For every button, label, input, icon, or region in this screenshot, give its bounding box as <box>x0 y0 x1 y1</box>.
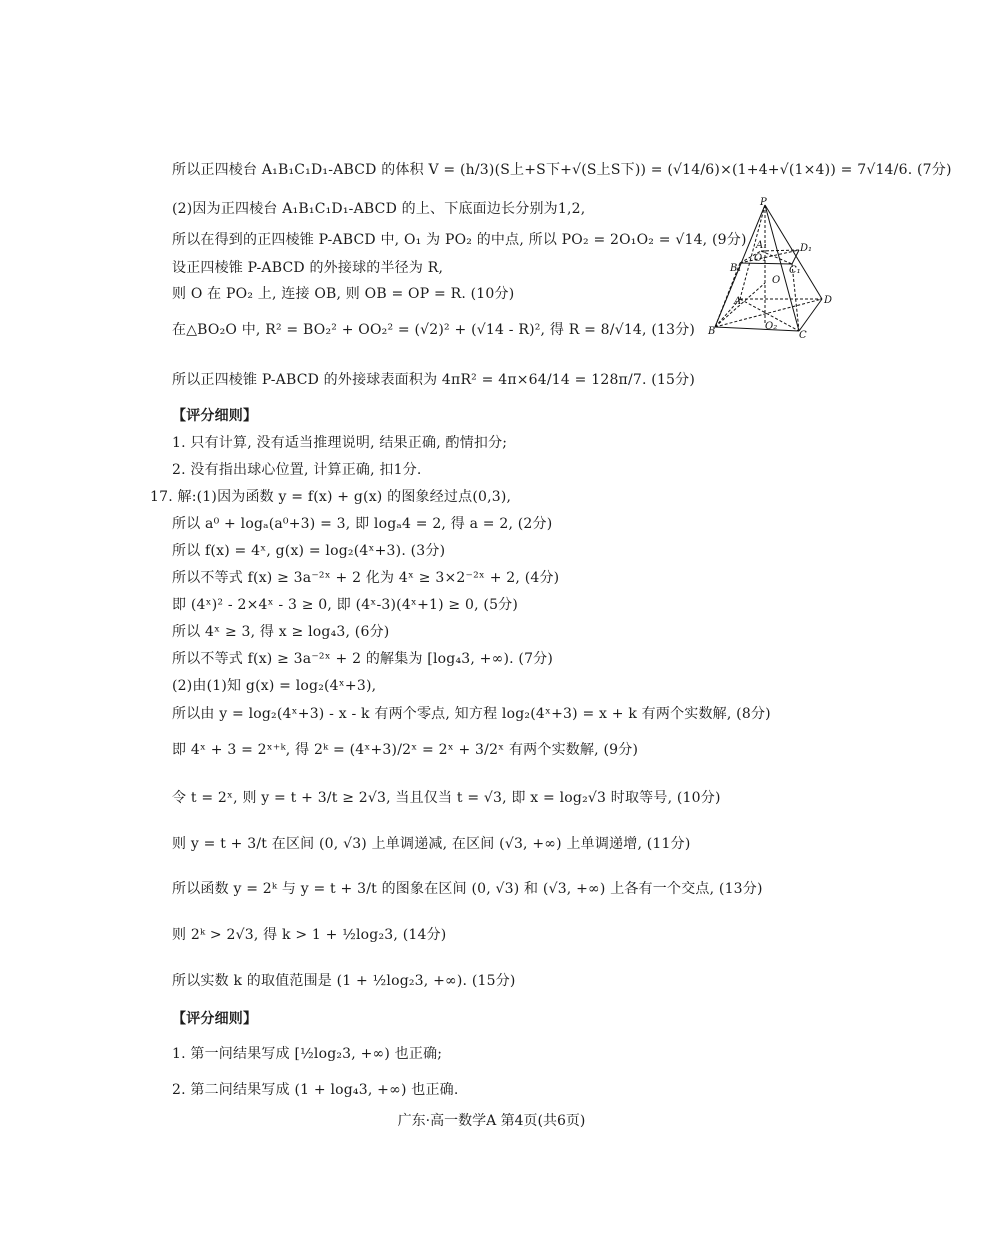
solution-line: (2)因为正四棱台 A₁B₁C₁D₁-ABCD 的上、下底面边长分别为1,2, <box>172 201 586 217</box>
vertex-label: D <box>824 295 833 306</box>
vertex-label: A <box>734 296 742 307</box>
rule-item: 2. 没有指出球心位置, 计算正确, 扣1分. <box>172 462 422 478</box>
vertex-label: O₂ <box>765 321 778 332</box>
solution-line: 所以 4ˣ ≥ 3, 得 x ≥ log₄3, (6分) <box>172 624 390 640</box>
page-footer: 广东·高一数学A 第4页(共6页) <box>397 1113 586 1129</box>
solution-line: 则 y = t + 3/t 在区间 (0, √3) 上单调递减, 在区间 (√3, +∞) 上单调递增, (11分) <box>172 836 691 852</box>
vertex-label: P <box>760 197 767 208</box>
pyramid-figure <box>700 195 850 345</box>
solution-line: 在△BO₂O 中, R² = BO₂² + OO₂² = (√2)² + (√14 - R)², 得 R = 8/√14, (13分) <box>172 322 696 338</box>
rule-item: 1. 第一问结果写成 [½log₂3, +∞) 也正确; <box>172 1046 443 1062</box>
solution-line: 所以不等式 f(x) ≥ 3a⁻²ˣ + 2 化为 4ˣ ≥ 3×2⁻²ˣ + 2, (4分) <box>172 570 560 586</box>
solution-line: 所以 a⁰ + logₐ(a⁰+3) = 3, 即 logₐ4 = 2, 得 a = 2, (2分) <box>172 516 553 532</box>
vertex-label: O₁ <box>754 253 767 264</box>
solution-line: 所以由 y = log₂(4ˣ+3) - x - k 有两个零点, 知方程 log₂(4ˣ+3) = x + k 有两个实数解, (8分) <box>172 706 771 722</box>
scoring-rules-heading: 【评分细则】 <box>172 408 258 424</box>
solution-line: 所以 f(x) = 4ˣ, g(x) = log₂(4ˣ+3). (3分) <box>172 543 446 559</box>
solution-line: 令 t = 2ˣ, 则 y = t + 3/t ≥ 2√3, 当且仅当 t = √3, 即 x = log₂√3 时取等号, (10分) <box>172 790 721 806</box>
vertex-label: B₁ <box>730 263 742 274</box>
solution-line: 即 4ˣ + 3 = 2ˣ⁺ᵏ, 得 2ᵏ = (4ˣ+3)/2ˣ = 2ˣ + 3/2ˣ 有两个实数解, (9分) <box>172 742 639 758</box>
solution-line: 则 2ᵏ > 2√3, 得 k > 1 + ½log₂3, (14分) <box>172 927 447 943</box>
solution-line: 则 O 在 PO₂ 上, 连接 OB, 则 OB = OP = R. (10分) <box>172 286 515 302</box>
vertex-label: D₁ <box>800 243 813 254</box>
vertex-label: C <box>799 330 807 341</box>
scoring-rules-heading: 【评分细则】 <box>172 1011 258 1027</box>
solution-line: 所以函数 y = 2ᵏ 与 y = t + 3/t 的图象在区间 (0, √3) 和 (√3, +∞) 上各有一个交点, (13分) <box>172 881 763 897</box>
solution-line: 即 (4ˣ)² - 2×4ˣ - 3 ≥ 0, 即 (4ˣ-3)(4ˣ+1) ≥ 0, (5分) <box>172 597 519 613</box>
solution-line: 所以在得到的正四棱锥 P-ABCD 中, O₁ 为 PO₂ 的中点, 所以 PO₂ = 2O₁O₂ = √14, (9分) <box>172 232 747 248</box>
solution-line: 设正四棱锥 P-ABCD 的外接球的半径为 R, <box>172 260 444 276</box>
solution-line: 所以不等式 f(x) ≥ 3a⁻²ˣ + 2 的解集为 [log₄3, +∞). (7分) <box>172 651 554 667</box>
rule-item: 2. 第二问结果写成 (1 + log₄3, +∞) 也正确. <box>172 1082 459 1098</box>
vertex-label: B <box>708 326 716 337</box>
rule-item: 1. 只有计算, 没有适当推理说明, 结果正确, 酌情扣分; <box>172 435 508 451</box>
solution-line: 17. 解:(1)因为函数 y = f(x) + g(x) 的图象经过点(0,3), <box>150 489 512 505</box>
solution-line: 所以正四棱锥 P-ABCD 的外接球表面积为 4πR² = 4π×64/14 = 128π/7. (15分) <box>172 372 696 388</box>
vertex-label: O <box>772 275 781 286</box>
solution-line: 所以正四棱台 A₁B₁C₁D₁-ABCD 的体积 V = (h/3)(S上+S下+√(S上S下)) = (√14/6)×(1+4+√(1×4)) = 7√14/6. (7分) <box>172 162 952 178</box>
vertex-label: A₁ <box>756 240 768 251</box>
solution-line: 所以实数 k 的取值范围是 (1 + ½log₂3, +∞). (15分) <box>172 973 516 989</box>
vertex-label: C₁ <box>789 265 801 276</box>
solution-line: (2)由(1)知 g(x) = log₂(4ˣ+3), <box>172 678 377 694</box>
